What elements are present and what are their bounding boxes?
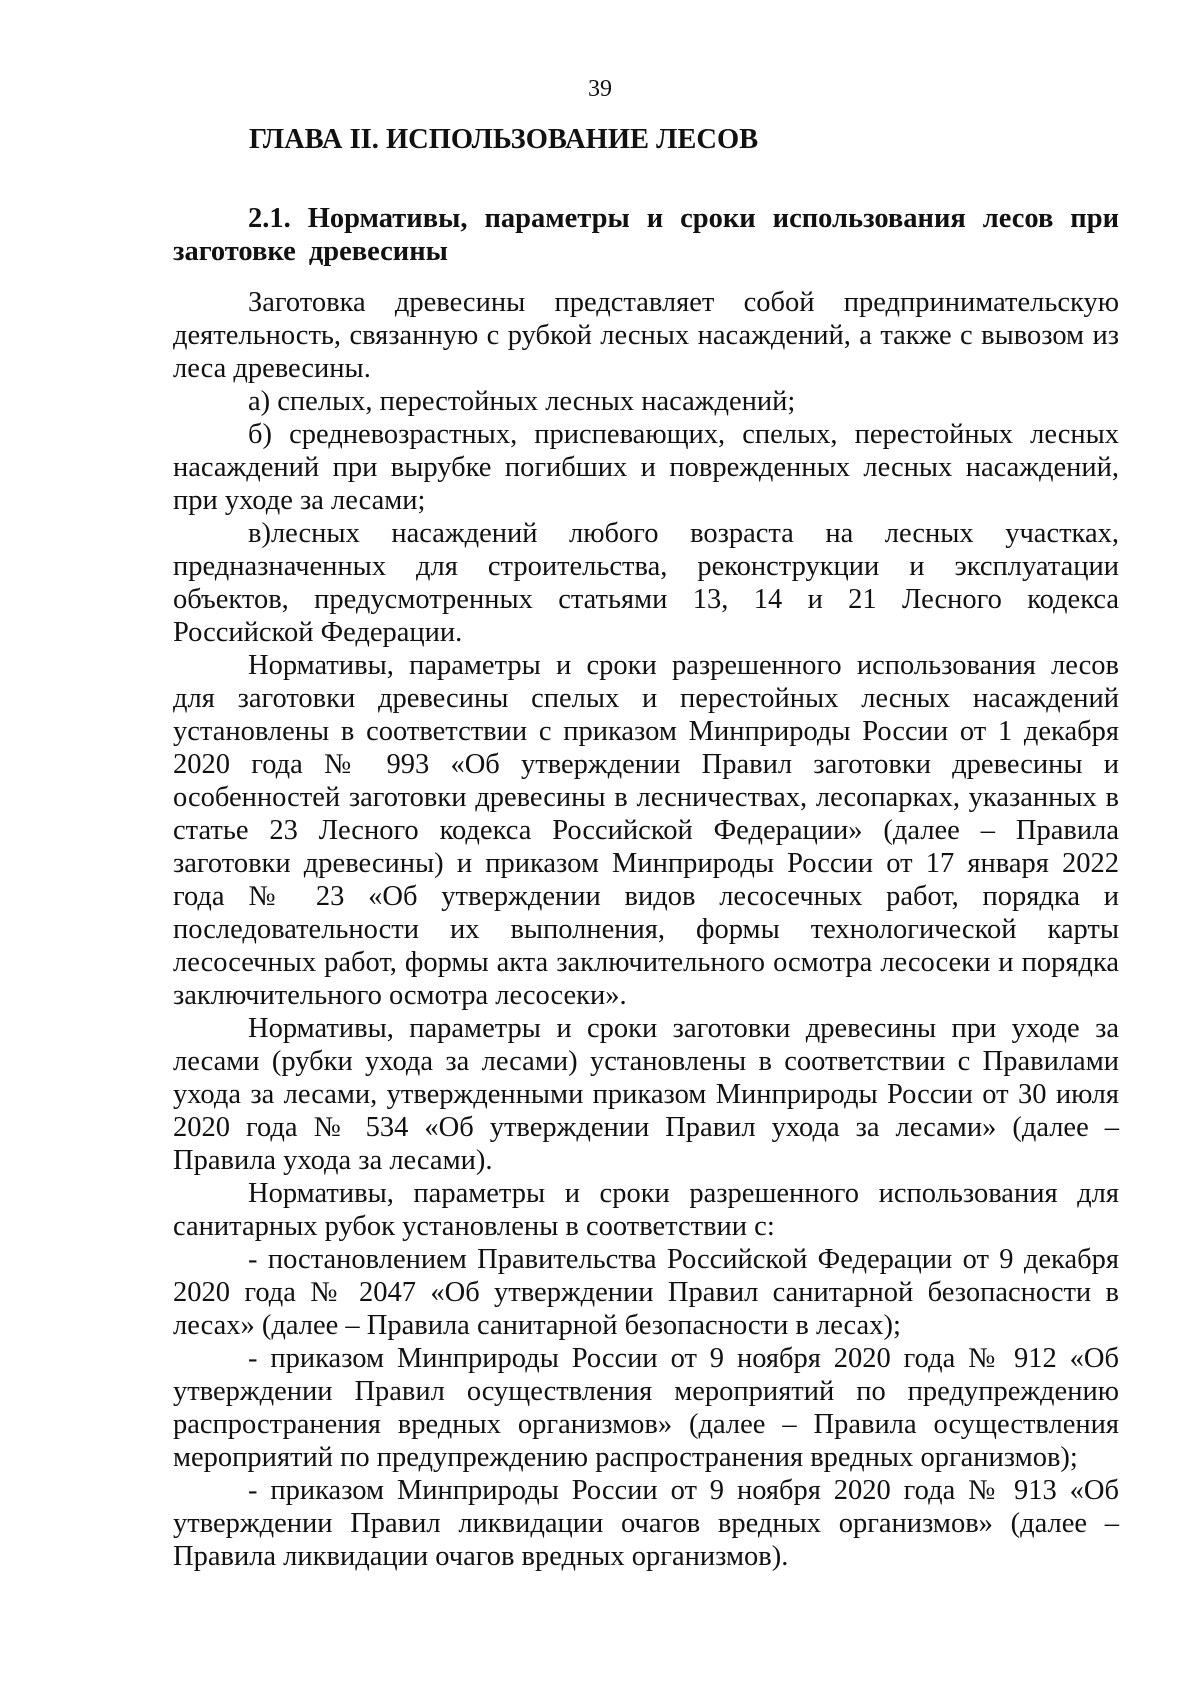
list-item-decree-2047: - постановлением Правительства Российской Федерации от 9 декабря 2020 года № 2047 «Об утверждении Правил санитарной безопасности в лесах» (далее – Правила санитарной безопасности в лесах); (173, 1244, 1119, 1341)
section-title: 2.1. Нормативы, параметры и сроки использования лесов при заготовке древесины (173, 203, 1119, 267)
paragraph-item-v: в)лесных насаждений любого возраста на лесных участках, предназначенных для строительства, реконструкции и эксплуатации объектов, предусмотренных статьями 13, 14 и 21 Лесного кодекса Российской Федерации. (173, 518, 1119, 648)
paragraph-item-a: а) спелых, перестойных лесных насаждений; (248, 386, 796, 417)
body-text (173, 286, 1119, 1573)
paragraph-sanitary-norms: Нормативы, параметры и сроки разрешенного использования для санитарных рубок установлены в соответствии с: (173, 1178, 1119, 1242)
list-item-order-912: - приказом Минприроды России от 9 ноября 2020 года № 912 «Об утверждении Правил осуществления мероприятий по предупреждению распространения вредных организмов» (далее – Правила осуществления мероприятий по предупреждению распространения вредных организмов); (173, 1343, 1119, 1473)
page-number: 39 (588, 76, 612, 102)
paragraph-item-b: б) средневозрастных, приспевающих, спелых, перестойных лесных насаждений при вырубке погибших и поврежденных лесных насаждений, при уходе за лесами; (173, 419, 1119, 516)
paragraph-care-norms: Нормативы, параметры и сроки заготовки древесины при уходе за лесами (рубки ухода за лесами) установлены в соответствии с Правилами ухода за лесами, утвержденными приказом Минприроды России от 30 июля 2020 года № 534 «Об утверждении Правил ухода за лесами» (далее – Правила ухода за лесами). (173, 1013, 1119, 1176)
page-content (173, 122, 1119, 1573)
chapter-title: ГЛАВА II. ИСПОЛЬЗОВАНИЕ ЛЕСОВ (249, 124, 759, 155)
paragraph-harvest-norms: Нормативы, параметры и сроки разрешенного использования лесов для заготовки древесины спелых и перестойных лесных насаждений установлены в соответствии с приказом Минприроды России от 1 декабря 2020 года № 993 «Об утверждении Правил заготовки древесины и особенностей заготовки древесины в лесничествах, лесопарках, указанных в статье 23 Лесного кодекса Российской Федерации» (далее – Правила заготовки древесины) и приказом Минприроды России от 17 января 2022 года № 23 «Об утверждении видов лесосечных работ, порядка и последовательности их выполнения, формы технологической карты лесосечных работ, формы акта заключительного осмотра лесосеки и порядка заключительного осмотра лесосеки». (173, 650, 1119, 1011)
list-item-order-913: - приказом Минприроды России от 9 ноября 2020 года № 913 «Об утверждении Правил ликвидации очагов вредных организмов» (далее – Правила ликвидации очагов вредных организмов). (173, 1475, 1119, 1572)
paragraph-intro: Заготовка древесины представляет собой предпринимательскую деятельность, связанную с рубкой лесных насаждений, а также с вывозом из леса древесины. (173, 287, 1119, 384)
